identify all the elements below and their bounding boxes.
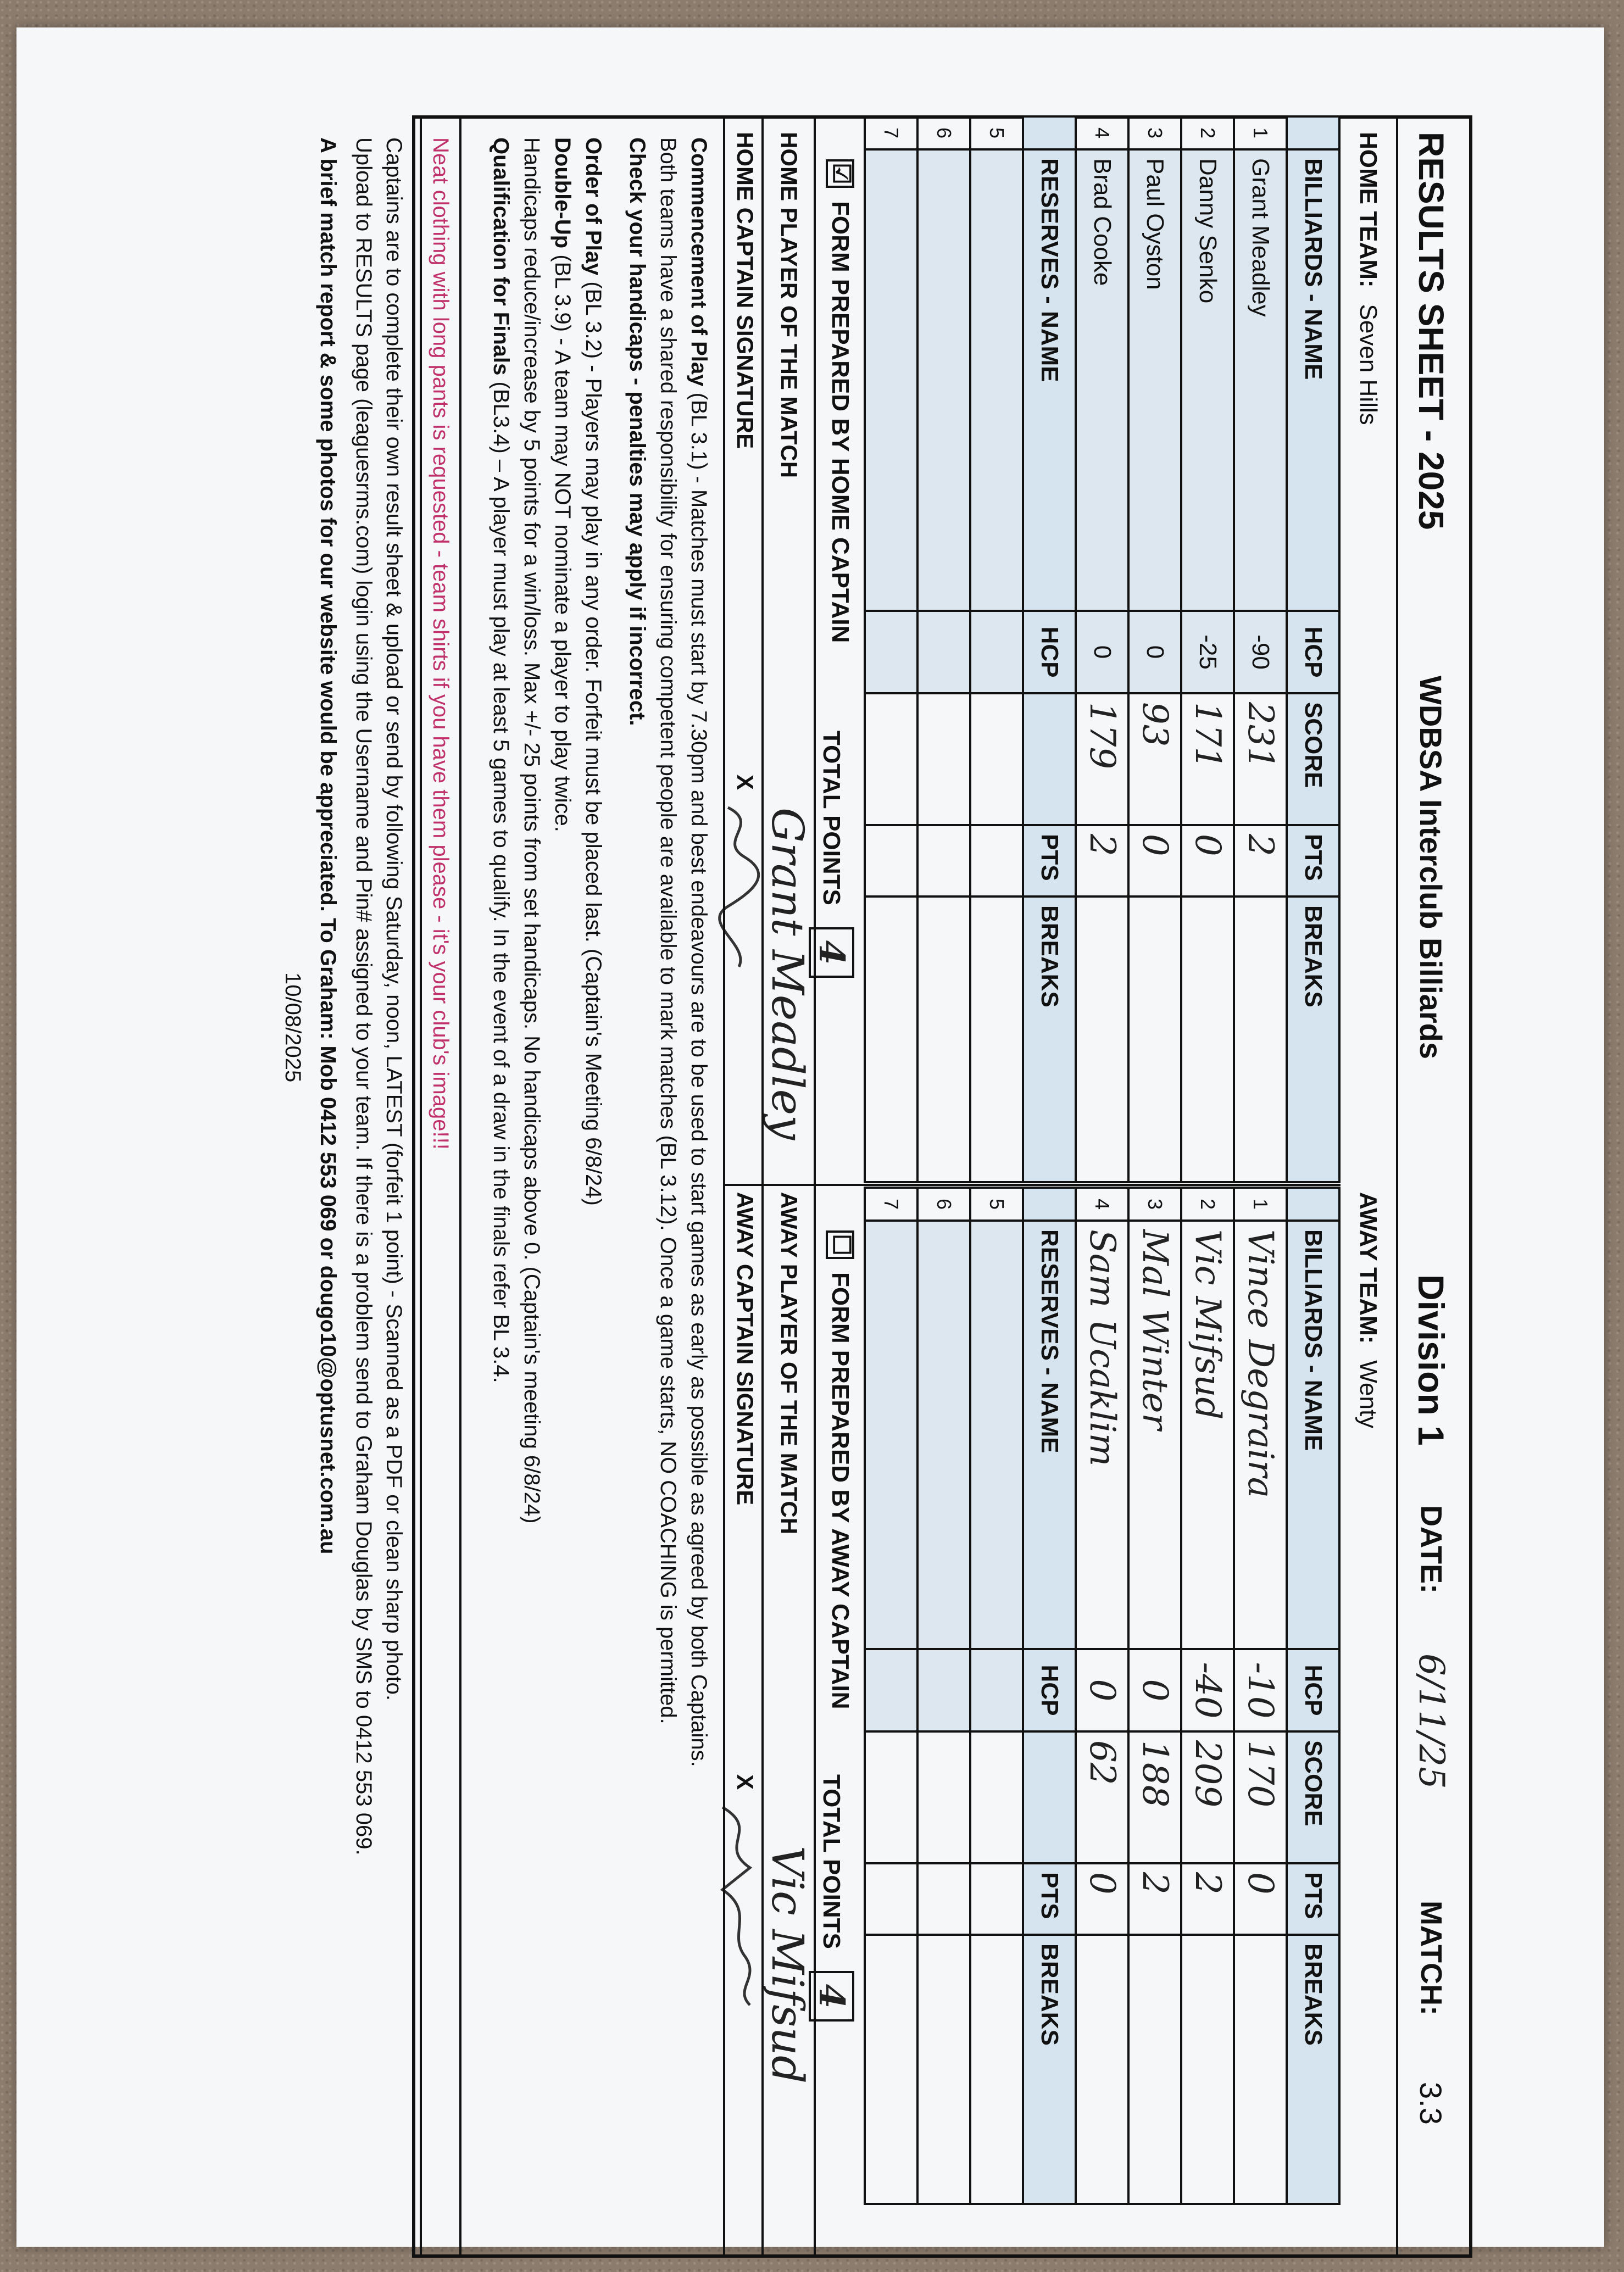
player-pts: 2 [1181, 1863, 1234, 1935]
date-label: DATE: [1415, 1505, 1448, 1594]
divider [420, 115, 422, 2258]
away-res-col-breaks: BREAKS [1023, 1935, 1076, 2204]
clothing-note: Neat clothing with long pants is requested - team shirts if you have them please - it's your club's image!!! [429, 137, 453, 1150]
away-player-of-match: Vic Mifsud [762, 1846, 813, 2084]
home-table-header [1287, 116, 1339, 1182]
player-breaks [1234, 896, 1287, 1182]
away-team-label: AWAY TEAM: [1355, 1192, 1382, 1344]
home-total-points-label: TOTAL POINTS [818, 731, 846, 905]
away-team-name: Wenty [1355, 1360, 1382, 1429]
home-res-col-breaks: BREAKS [1023, 896, 1076, 1182]
away-reserves-header [1023, 1188, 1076, 2204]
home-form-checkbox[interactable]: ☑ [826, 159, 854, 188]
away-res-col-name: RESERVES - NAME [1023, 1221, 1076, 1649]
sheet-title: RESULTS SHEET - 2025 [1411, 132, 1451, 530]
home-results-table [864, 115, 1341, 1183]
home-col-pts: PTS [1287, 825, 1339, 896]
row-number: 7 [865, 116, 917, 149]
row-number: 2 [1181, 116, 1234, 149]
row-number: 3 [1128, 1188, 1181, 1221]
row-number: 5 [970, 1188, 1023, 1221]
player-pts: 2 [1076, 825, 1128, 896]
row-number: 4 [1076, 116, 1128, 149]
report-note: A brief match report & some photos for our website would be appreciated. To Graham: Mob 0412 553 069 or dougo10@optusnet.com.au [316, 137, 340, 1555]
player-breaks [1128, 1935, 1181, 2204]
player-name: Vic Mifsud [1181, 1221, 1234, 1649]
player-name: Brad Cooke [1076, 149, 1128, 611]
away-results-table [864, 1187, 1341, 2205]
rule-qualification: Qualification for Finals (BL3.4) – A player must play at least 5 games to qualify. In the event of a draw in the finals refer BL 3.4. [489, 137, 513, 1383]
table-row [970, 116, 1023, 1182]
away-team-row [1343, 1192, 1393, 1428]
player-hcp: 0 [1128, 611, 1181, 693]
away-col-hcp: HCP [1287, 1649, 1339, 1731]
home-player-of-match-label: HOME PLAYER OF THE MATCH [776, 132, 802, 478]
player-score: 171 [1181, 693, 1234, 825]
header-divider [1396, 115, 1398, 2258]
player-score: 231 [1234, 693, 1287, 825]
home-col-hcp: HCP [1287, 611, 1339, 693]
player-pts: 2 [1234, 825, 1287, 896]
row-number: 6 [917, 1188, 970, 1221]
player-pts: 0 [1076, 1863, 1128, 1935]
away-captain-sig-x: X [732, 1774, 758, 1790]
home-reserves-header [1023, 116, 1076, 1182]
player-name: Paul Oyston [1128, 149, 1181, 611]
home-captain-sig-label: HOME CAPTAIN SIGNATURE [732, 132, 758, 449]
home-res-col-name: RESERVES - NAME [1023, 149, 1076, 611]
player-score: 188 [1128, 1731, 1181, 1863]
away-form-checkbox[interactable]: ☐ [826, 1230, 854, 1259]
home-col-name: BILLIARDS - NAME [1287, 149, 1339, 611]
home-total-points-value: 4 [809, 927, 854, 978]
divider [459, 115, 461, 2258]
home-res-col-pts: PTS [1023, 825, 1076, 896]
player-name: Mal Winter [1128, 1221, 1181, 1649]
home-form-prepared [826, 159, 854, 643]
player-hcp: 0 [1128, 1649, 1181, 1731]
rule-commencement: Commencement of Play (BL 3.1) - Matches must start by 7.30pm and best endeavours are to be used to start games as early as possible as agreed by both Captains. [687, 137, 711, 1767]
player-score: 179 [1076, 693, 1128, 825]
player-score: 62 [1076, 1731, 1128, 1863]
rule-order: Order of Play (BL 3.2) - Players may play in any order. Forfeit must be placed last. (Captain's Meeting 6/8/24) [581, 137, 605, 1206]
row-number: 1 [1234, 116, 1287, 149]
divider [723, 115, 725, 2258]
player-pts: 0 [1181, 825, 1234, 896]
home-captain-signature [711, 802, 766, 978]
away-col-pts: PTS [1287, 1863, 1339, 1935]
table-row [1128, 116, 1181, 1182]
away-col-score: SCORE [1287, 1731, 1339, 1863]
player-breaks [1234, 1935, 1287, 2204]
upload-note-1: Captains are to complete their own result sheet & upload or send by following Saturday, noon, LATEST (forfeit 1 point) - Scanned as a PDF or clean sharp photo. [382, 137, 406, 1701]
results-sheet-document [22, 115, 1472, 2258]
player-hcp: -10 [1234, 1649, 1287, 1731]
table-row [1234, 1188, 1287, 2204]
away-form-prepared [826, 1230, 854, 1709]
home-res-col-hcp: HCP [1023, 611, 1076, 693]
away-player-of-match-label: AWAY PLAYER OF THE MATCH [776, 1192, 802, 1535]
table-row [917, 116, 970, 1182]
rule-doubleup: Double-Up (BL 3.9) - A team may NOT nominate a player to play twice. [550, 137, 575, 832]
division-label: Division 1 [1411, 1274, 1451, 1446]
player-hcp: -40 [1181, 1649, 1234, 1731]
divider [814, 115, 816, 2258]
rule-handicaps: Check your handicaps - penalties may apply if incorrect. [625, 137, 649, 726]
home-team-row [1343, 132, 1393, 425]
player-score: 170 [1234, 1731, 1287, 1863]
row-number: 1 [1234, 1188, 1287, 1221]
player-hcp: -90 [1234, 611, 1287, 693]
table-row [917, 1188, 970, 2204]
home-col-breaks: BREAKS [1287, 896, 1339, 1182]
rule-handicap-change: Handicaps reduce/increase by 5 points for a win/loss. Max +/- 25 points from set handicaps. No handicaps above 0. (Captain's meeting 6/8/24) [520, 137, 544, 1524]
player-name: Danny Senko [1181, 149, 1234, 611]
player-hcp: 0 [1076, 1649, 1128, 1731]
player-breaks [1181, 896, 1234, 1182]
home-captain-sig-x: X [732, 775, 758, 790]
away-form-prepared-label: FORM PREPARED BY AWAY CAPTAIN [827, 1272, 854, 1709]
rules-section [486, 137, 714, 2236]
row-number: 2 [1181, 1188, 1234, 1221]
table-row [1181, 1188, 1234, 2204]
row-number: 6 [917, 116, 970, 149]
away-total-points-label: TOTAL POINTS [818, 1774, 846, 1949]
player-breaks [1076, 896, 1128, 1182]
player-hcp: 0 [1076, 611, 1128, 693]
table-row [1076, 116, 1128, 1182]
home-player-of-match: Grant Meadley [762, 808, 813, 1140]
away-total-points-value: 4 [809, 1971, 854, 2022]
table-row [1076, 1188, 1128, 2204]
home-form-prepared-label: FORM PREPARED BY HOME CAPTAIN [827, 201, 854, 643]
away-captain-sig-label: AWAY CAPTAIN SIGNATURE [732, 1192, 758, 1506]
row-number: 5 [970, 116, 1023, 149]
player-breaks [1076, 1935, 1128, 2204]
table-row [1234, 116, 1287, 1182]
player-name: Vince Degraira [1234, 1221, 1287, 1649]
away-captain-signature [711, 1802, 766, 2011]
match-label: MATCH: [1415, 1901, 1448, 2015]
away-col-breaks: BREAKS [1287, 1935, 1339, 2204]
league-name: WDBSA Interclub Billiards [1414, 676, 1449, 1060]
match-value: 3.3 [1414, 2082, 1449, 2125]
date-value: 6/11/25 [1411, 1653, 1451, 1789]
center-divider [725, 1184, 1341, 1186]
player-score: 93 [1128, 693, 1181, 825]
home-team-label: HOME TEAM: [1355, 132, 1382, 288]
table-row [865, 1188, 917, 2204]
table-row [865, 116, 917, 1182]
player-hcp: -25 [1181, 611, 1234, 693]
row-number: 4 [1076, 1188, 1128, 1221]
footer-date: 10/08/2025 [281, 972, 305, 1083]
results-sheet-paper [16, 27, 1604, 2247]
home-team-name: Seven Hills [1355, 304, 1382, 425]
player-pts: 0 [1128, 825, 1181, 896]
away-table-header [1287, 1188, 1339, 2204]
away-res-col-pts: PTS [1023, 1863, 1076, 1935]
away-res-col-hcp: HCP [1023, 1649, 1076, 1731]
home-col-score: SCORE [1287, 693, 1339, 825]
upload-note-2: Upload to RESULTS page (leaguesrms.com) login using the Username and Pin# assigned to your team. If there is a problem send to Graham Douglas by SMS to 0412 553 069. [352, 137, 376, 1856]
player-pts: 0 [1234, 1863, 1287, 1935]
table-row [1181, 116, 1234, 1182]
player-score: 209 [1181, 1731, 1234, 1863]
player-name: Grant Meadley [1234, 149, 1287, 611]
away-col-name: BILLIARDS - NAME [1287, 1221, 1339, 1649]
row-number: 3 [1128, 116, 1181, 149]
player-breaks [1181, 1935, 1234, 2204]
row-number: 7 [865, 1188, 917, 1221]
player-name: Sam Ucaklim [1076, 1221, 1128, 1649]
player-pts: 2 [1128, 1863, 1181, 1935]
player-breaks [1128, 896, 1181, 1182]
table-row [1128, 1188, 1181, 2204]
table-row [970, 1188, 1023, 2204]
rule-responsibility: Both teams have a shared responsibility for ensuring competent people are available to mark matches (BL 3.12). Once a game starts, NO COACHING is permitted. [656, 137, 680, 1724]
